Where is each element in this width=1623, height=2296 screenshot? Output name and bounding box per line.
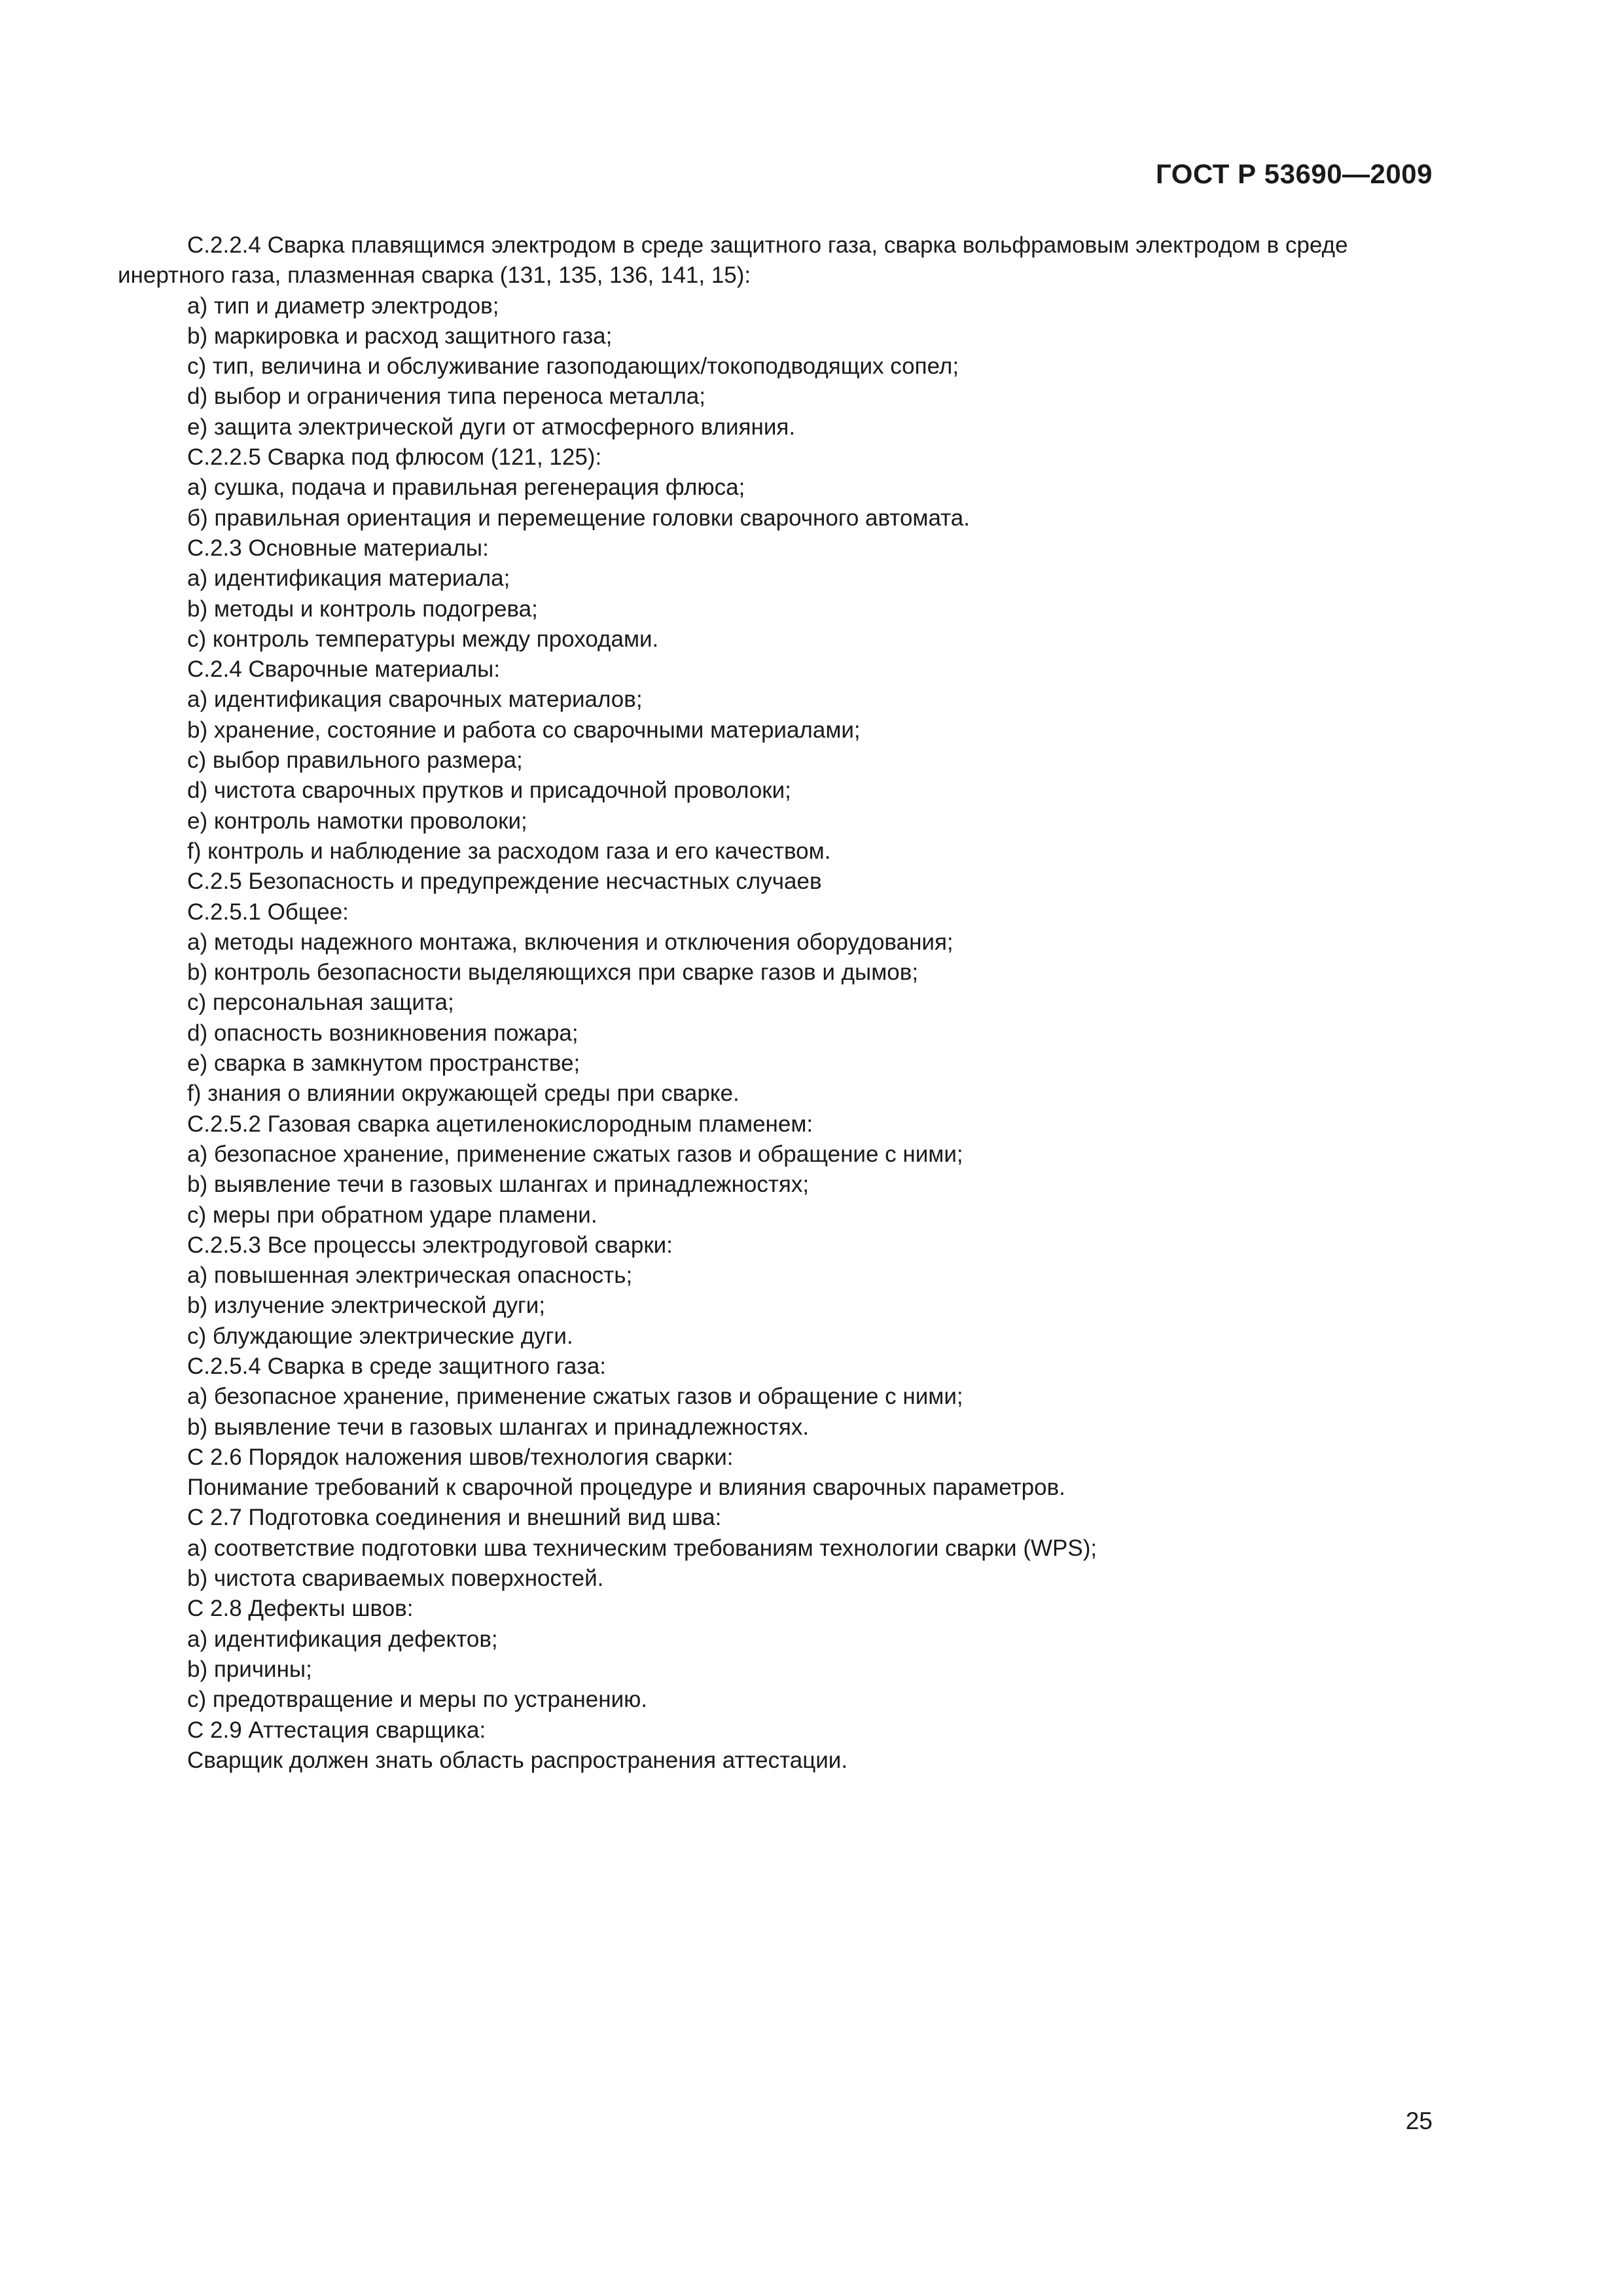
body-lines	[118, 291, 1446, 1776]
text-line: a) тип и диаметр электродов;	[187, 293, 499, 319]
text-line: b) чистота свариваемых поверхностей.	[187, 1566, 604, 1592]
text-line: b) излучение электрической дуги;	[187, 1293, 546, 1319]
text-line: f) знания о влиянии окружающей среды при сварке.	[187, 1081, 740, 1107]
text-line: a) повышенная электрическая опасность;	[187, 1263, 633, 1289]
text-line: a) безопасное хранение, применение сжатых газов и обращение с ними;	[187, 1141, 963, 1167]
text-line: c) персональная защита;	[187, 990, 454, 1016]
text-line: e) защита электрической дуги от атмосферного влияния.	[187, 414, 796, 440]
text-line: e) контроль намотки проволоки;	[187, 808, 527, 834]
document-body	[118, 230, 1446, 1776]
text-line: b) выявление течи в газовых шлангах и принадлежностях;	[187, 1172, 810, 1198]
text-line: d) опасность возникновения пожара;	[187, 1020, 579, 1046]
text-line: a) методы надежного монтажа, включения и отключения оборудования;	[187, 929, 954, 955]
text-line: a) идентификация сварочных материалов;	[187, 687, 643, 713]
text-line: b) методы и контроль подогрева;	[187, 596, 538, 622]
text-line: c) контроль температуры между проходами.	[187, 626, 659, 652]
text-line: С 2.9 Аттестация сварщика:	[187, 1717, 486, 1743]
standard-code-header: ГОСТ Р 53690—2009	[1156, 158, 1433, 189]
text-line: c) блуждающие электрические дуги.	[187, 1323, 573, 1349]
text-line: С.2.5.2 Газовая сварка ацетиленокислородным пламенем:	[187, 1111, 813, 1137]
text-line: Понимание требований к сварочной процедуре и влияния сварочных параметров.	[187, 1475, 1065, 1501]
text-line: С.2.5.3 Все процессы электродуговой сварки:	[187, 1232, 673, 1258]
text-line: б) правильная ориентация и перемещение головки сварочного автомата.	[187, 505, 970, 531]
text-line: С.2.4 Сварочные материалы:	[187, 656, 501, 683]
text-line: С.2.5 Безопасность и предупреждение несчастных случаев	[187, 869, 822, 895]
text-line: С.2.2.5 Сварка под флюсом (121, 125):	[187, 444, 602, 471]
text-line: С.2.5.4 Сварка в среде защитного газа:	[187, 1353, 607, 1379]
text-line: d) выбор и ограничения типа переноса металла;	[187, 384, 705, 410]
text-line: c) меры при обратном ударе пламени.	[187, 1202, 597, 1228]
text-line: c) выбор правильного размера;	[187, 747, 523, 774]
text-line: b) хранение, состояние и работа со сварочными материалами;	[187, 717, 861, 743]
text-line: a) идентификация дефектов;	[187, 1626, 498, 1652]
text-line: a) безопасное хранение, применение сжатых газов и обращение с ними;	[187, 1384, 963, 1410]
text-line: С.2.3 Основные материалы:	[187, 535, 489, 561]
text-line: С 2.7 Подготовка соединения и внешний вид шва:	[187, 1505, 722, 1531]
text-line: a) идентификация материала;	[187, 565, 510, 592]
text-line: e) сварка в замкнутом пространстве;	[187, 1050, 580, 1077]
text-line: a) сушка, подача и правильная регенерация флюса;	[187, 475, 745, 501]
text-line: c) предотвращение и меры по устранению.	[187, 1687, 648, 1713]
text-line: b) причины;	[187, 1656, 312, 1682]
text-line: Сварщик должен знать область распространения аттестации.	[187, 1747, 848, 1773]
text-line: c) тип, величина и обслуживание газоподающих/токоподводящих сопел;	[187, 353, 959, 380]
text-line: С 2.6 Порядок наложения швов/технология сварки:	[187, 1444, 734, 1470]
text-line: f) контроль и наблюдение за расходом газа и его качеством.	[187, 838, 831, 864]
intro-paragraph: С.2.2.4 Сварка плавящимся электродом в среде защитного газа, сварка вольфрамовым электродом в среде инертного газа, плазменная сварка (131, 135, 136, 141, 15):	[118, 232, 1348, 289]
text-line: b) маркировка и расход защитного газа;	[187, 323, 613, 349]
text-line: С.2.5.1 Общее:	[187, 899, 349, 925]
text-line: b) контроль безопасности выделяющихся при сварке газов и дымов;	[187, 960, 919, 986]
text-line: a) соответствие подготовки шва техническим требованиям технологии сварки (WPS);	[187, 1535, 1097, 1561]
page-number: 25	[1405, 2108, 1433, 2134]
text-line: d) чистота сварочных прутков и присадочной проволоки;	[187, 778, 791, 804]
text-line: b) выявление течи в газовых шлангах и принадлежностях.	[187, 1414, 810, 1440]
text-line: С 2.8 Дефекты швов:	[187, 1596, 414, 1622]
